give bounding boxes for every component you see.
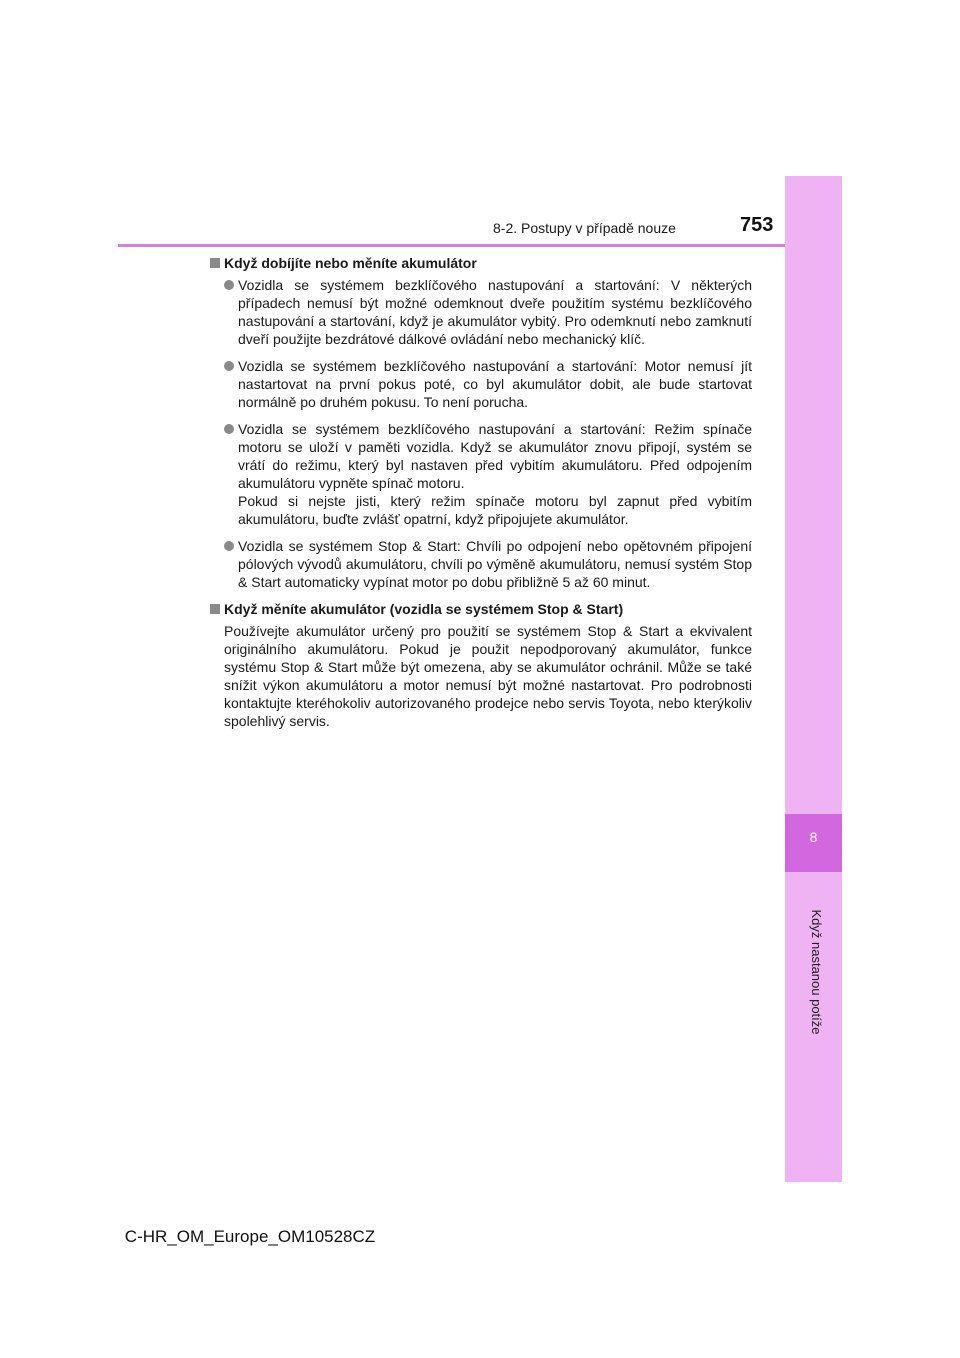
document-code: C-HR_OM_Europe_OM10528CZ <box>124 1227 376 1246</box>
circle-bullet-icon <box>224 541 234 551</box>
list-item <box>210 276 752 348</box>
section-paragraph: Používejte akumulátor určený pro použití se systémem Stop & Start a ekvivalent originálního akumulátoru. Pokud je použit nepodporovaný akumulátor, funkce systému Stop & Start může být omezena, aby se akumulátor ochránil. Může se také snížit výkon akumulátoru a motor nemusí být možné nastartovat. Pro podrobnosti kontaktujte kteréhokoliv autorizovaného prodejce nebo servis Toyota, nebo kterýkoliv spolehlivý servis. <box>224 623 752 729</box>
header-divider <box>118 244 785 247</box>
list-item-text: Vozidla se systémem bezklíčového nastupování a startování: Motor nemusí jít nastartovat na první pokus poté, co byl akumulátor dobit, ale bude startovat normálně po druhém pokusu. To není porucha. <box>238 358 752 410</box>
section-title: 8-2. Postupy v případě nouze <box>493 220 676 236</box>
list-item-text-continued: Pokud si nejste jisti, který režim spínače motoru byl zapnut před vybitím akumulátoru, buďte zvlášť opatrní, když připojujete akumulátor. <box>238 493 752 527</box>
square-bullet-icon <box>210 604 220 614</box>
section-heading <box>210 600 752 618</box>
section-heading-text: Když měníte akumulátor (vozidla se systémem Stop & Start) <box>224 601 624 617</box>
list-item <box>210 357 752 411</box>
section-heading <box>210 254 752 272</box>
page-number: 753 <box>740 214 774 236</box>
chapter-title: Když nastanou potíže <box>809 909 824 1035</box>
circle-bullet-icon <box>224 280 234 290</box>
square-bullet-icon <box>210 258 220 268</box>
list-item-text: Vozidla se systémem bezklíčového nastupování a startování: V některých případech nemusí být možné odemknout dveře použitím systému bezklíčového nastupování a startování, když je akumulátor vybitý. Pro odemknutí nebo zamknutí dveří použijte bezdrátové dálkové ovládání nebo mechanický klíč. <box>238 277 752 347</box>
section-heading-text: Když dobíjíte nebo měníte akumulátor <box>224 255 477 271</box>
list-item <box>210 537 752 591</box>
list-item <box>210 420 752 528</box>
chapter-number: 8 <box>809 829 818 845</box>
circle-bullet-icon <box>224 424 234 434</box>
list-item-text: Vozidla se systémem Stop & Start: Chvíli po odpojení nebo opětovném připojení pólových vývodů akumulátoru, chvíli po výměně akumulátoru, nemusí systém Stop & Start automaticky vypínat motor po dobu přibližně 5 až 60 minut. <box>238 538 752 590</box>
page-content <box>210 254 752 730</box>
list-item-text: Vozidla se systémem bezklíčového nastupování a startování: Režim spínače motoru se uloží v paměti vozidla. Když se akumulátor znovu připojí, systém se vrátí do režimu, který byl nastaven před vybitím akumulátoru. Před odpojením akumulátoru vypněte spínač motoru. <box>238 421 752 491</box>
circle-bullet-icon <box>224 361 234 371</box>
